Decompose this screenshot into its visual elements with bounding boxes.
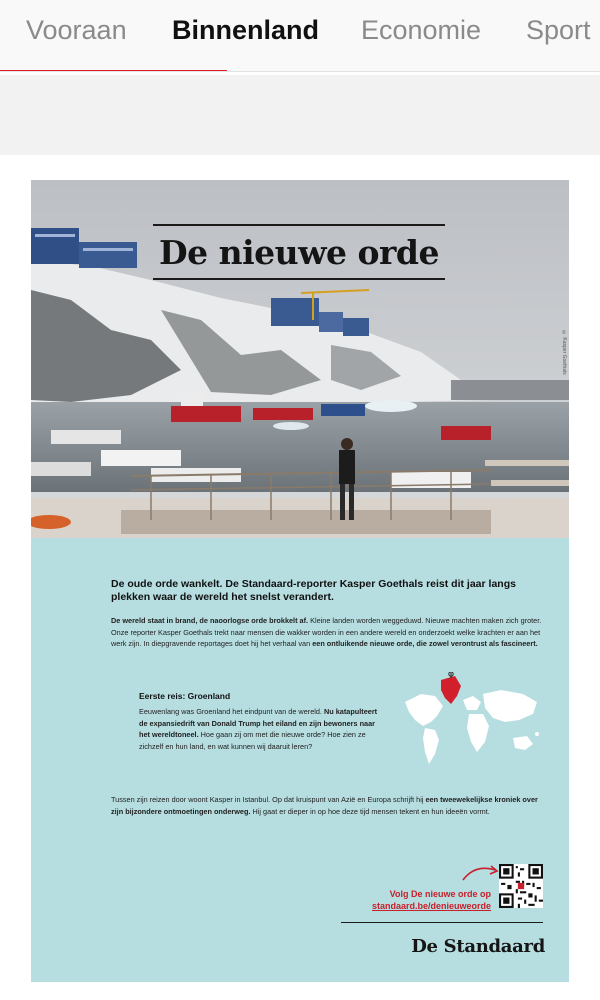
body3-text-2: Hij gaat er dieper in op hoe deze tijd mensen tekent en hun ideeën vormt. <box>250 806 490 816</box>
divider-line <box>341 922 543 923</box>
ad-body-paragraph-1 <box>111 615 543 650</box>
reis-bold: Nu katapulteert de expansiedrift van Donald Trump het eiland en zijn bewoners naar het wereldtoneel. <box>139 707 378 739</box>
reis-text-1: Eeuwenlang was Groenland het eindpunt van de wereld. <box>139 707 324 716</box>
photo-credit: © Kasper Goethals <box>561 330 567 375</box>
first-trip-title: Eerste reis: Groenland <box>139 691 231 701</box>
ad-intro: De oude orde wankelt. De Standaard-reporter Kasper Goethals reist dit jaar langs plekken waar de wereld het snelst verandert. <box>111 578 516 603</box>
brand-logo: De Standaard <box>411 936 545 957</box>
body1-text: Kleine landen worden weggeduwd. Nieuwe machten maken zich groter. Onze reporter Kasper Goethals trekt naar mensen die wakker worden in een andere wereld en onderzoekt welke krachten er aan het werk zijn. In diepgravende reportages doet hij het verhaal van <box>111 616 542 648</box>
qr-code-icon[interactable] <box>499 864 543 908</box>
section-tab-bar <box>0 0 600 72</box>
body1-end: een ontluikende nieuwe orde, die zowel verontrust als fascineert. <box>312 639 538 648</box>
cta-link[interactable]: standaard.be/denieuweorde <box>371 901 491 911</box>
active-tab-indicator <box>0 70 227 72</box>
body3-bold: een tweewekelijkse kroniek over zijn bijzondere ontmoetingen onderweg. <box>111 795 538 816</box>
cta-line: Volg De nieuwe orde op <box>389 889 491 899</box>
cta-block <box>301 888 491 912</box>
tab-sport[interactable]: Sport <box>526 15 591 45</box>
tab-economie[interactable]: Economie <box>361 15 482 45</box>
ad-headline: De nieuwe orde <box>159 232 439 272</box>
greenland-harbour-photo <box>31 180 569 538</box>
arrow-icon <box>461 862 501 884</box>
body1-lead: De wereld staat in brand, de naoorlogse orde brokkelt af. <box>111 616 309 625</box>
reis-text-2: Hoe gaan zij om met die nieuwe orde? Hoe zien ze zichzelf en hun land, en wat kunnen wij daaruit leren? <box>139 730 366 751</box>
content-gap <box>0 75 600 155</box>
first-trip-body <box>139 706 383 752</box>
ad-body-paragraph-3 <box>111 794 545 817</box>
tab-binnenland[interactable]: Binnenland <box>172 15 319 45</box>
advertisement[interactable] <box>31 180 569 982</box>
headline-box <box>153 224 445 280</box>
body3-text-1: Tussen zijn reizen door woont Kasper in Istanbul. Op dat kruispunt van Azië en Europa schrijft hij <box>111 795 426 804</box>
tab-vooraan[interactable]: Vooraan <box>26 15 127 45</box>
world-map-greenland-icon <box>401 672 543 768</box>
first-trip-section <box>139 691 383 752</box>
